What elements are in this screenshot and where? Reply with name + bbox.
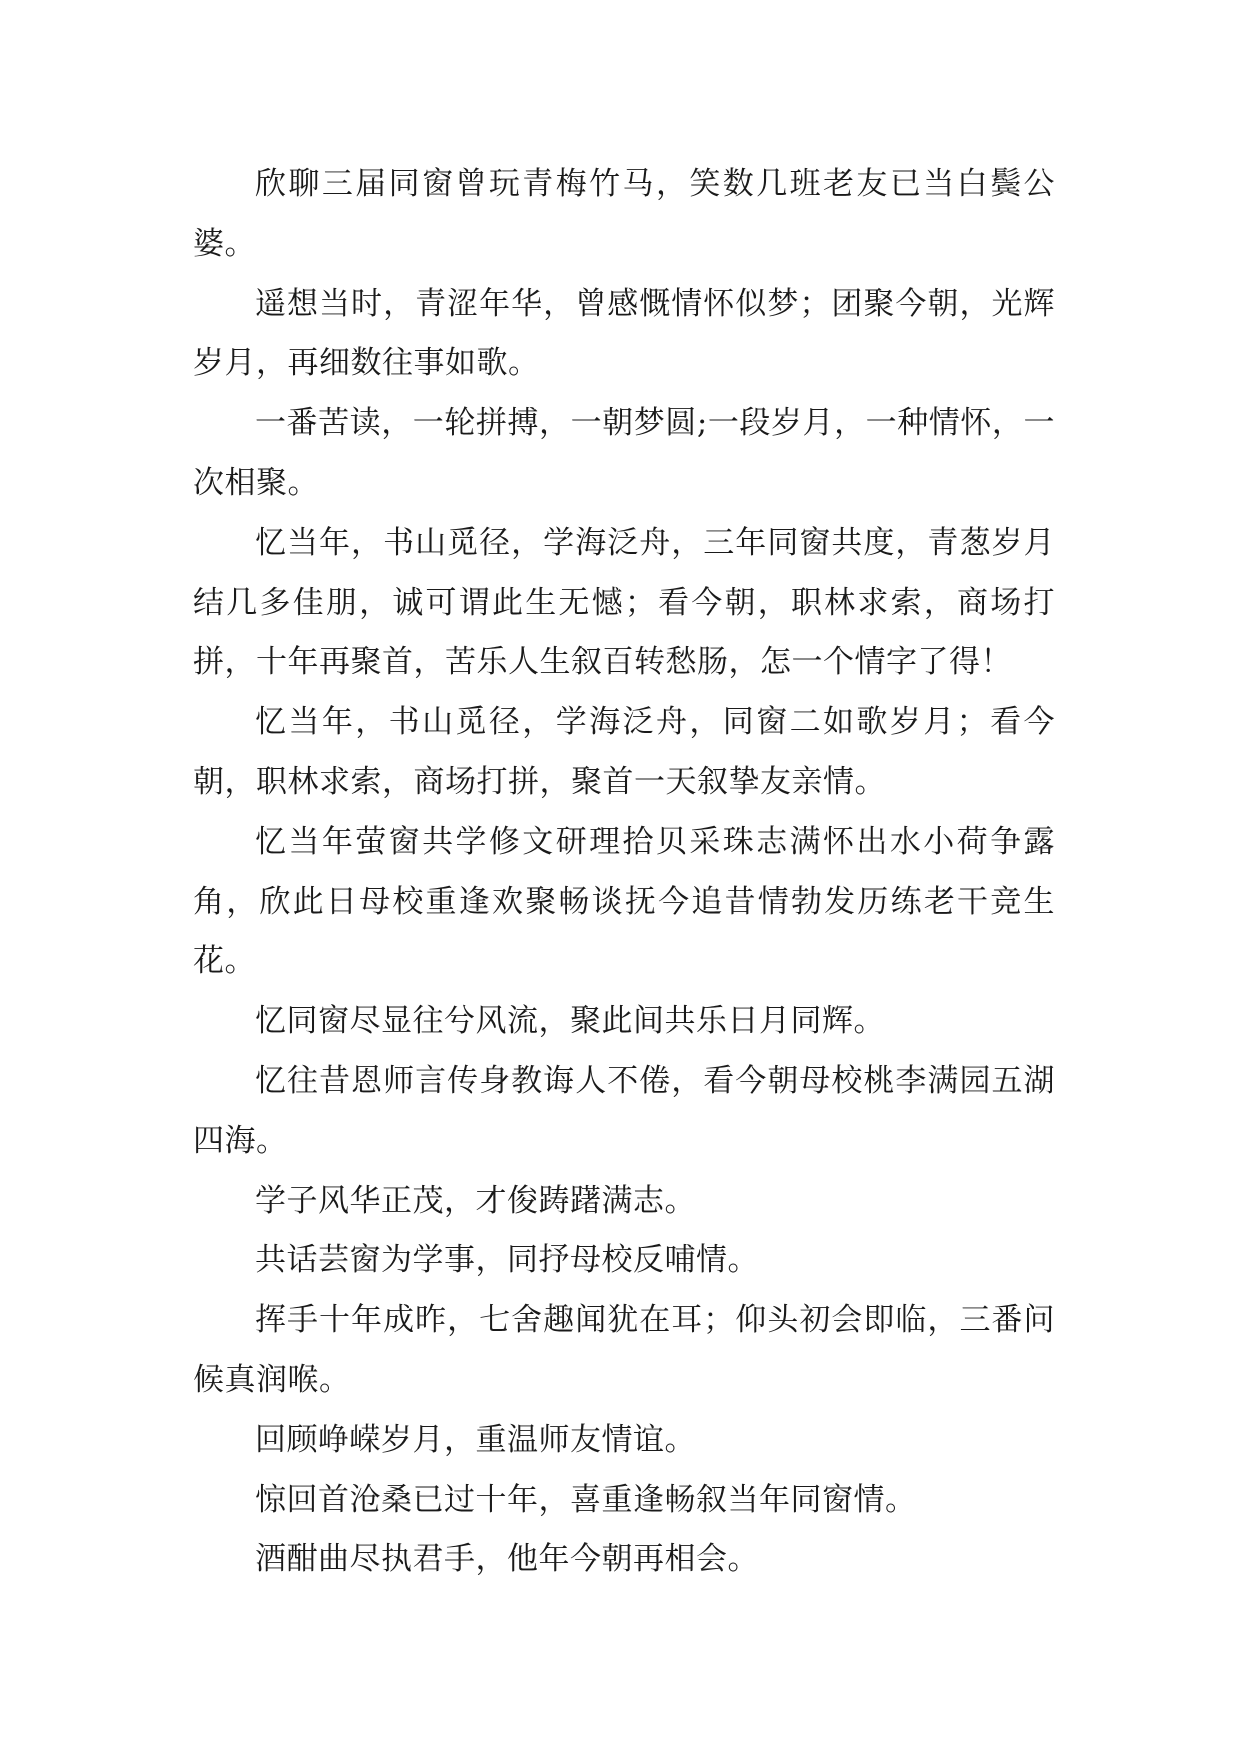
paragraph-4: 忆当年，书山觅径，学海泛舟，三年同窗共度，青葱岁月结几多佳朋，诚可谓此生无憾；看今朝，职林求索，商场打拼，十年再聚首，苦乐人生叙百转愁肠，怎一个情字了得！ xyxy=(193,524,1055,681)
paragraph-1: 欣聊三届同窗曾玩青梅竹马，笑数几班老友已当白鬓公婆。 xyxy=(193,166,1055,262)
paragraph-7: 忆同窗尽显往兮风流，聚此间共乐日月同辉。 xyxy=(255,1003,885,1040)
paragraph-2: 遥想当时，青涩年华，曾感慨情怀似梦；团聚今朝，光辉岁月，再细数往事如歌。 xyxy=(193,285,1055,382)
paragraph-8: 忆往昔恩师言传身教诲人不倦，看今朝母校桃李满园五湖四海。 xyxy=(193,1062,1055,1159)
body-text xyxy=(193,155,1055,1590)
paragraph-10: 共话芸窗为学事，同抒母校反哺情。 xyxy=(255,1242,759,1279)
paragraph-3: 一番苦读，一轮拼搏，一朝梦圆;一段岁月，一种情怀，一次相聚。 xyxy=(193,405,1055,501)
paragraph-12: 回顾峥嵘岁月，重温师友情谊。 xyxy=(255,1421,696,1458)
paragraph-13: 惊回首沧桑已过十年，喜重逢畅叙当年同窗情。 xyxy=(255,1481,917,1518)
paragraph-6: 忆当年萤窗共学修文研理拾贝采珠志满怀出水小荷争露角，欣此日母校重逢欢聚畅谈抚今追昔情勃发历练老干竞生花。 xyxy=(193,823,1055,980)
paragraph-11: 挥手十年成昨，七舍趣闻犹在耳；仰头初会即临，三番问候真润喉。 xyxy=(193,1302,1055,1398)
paragraph-5: 忆当年，书山觅径，学海泛舟，同窗二如歌岁月；看今朝，职林求索，商场打拼，聚首一天叙挚友亲情。 xyxy=(193,704,1055,800)
paragraph-14: 酒酣曲尽执君手，他年今朝再相会。 xyxy=(255,1541,759,1578)
paragraph-9: 学子风华正茂，才俊踌躇满志。 xyxy=(255,1182,696,1219)
